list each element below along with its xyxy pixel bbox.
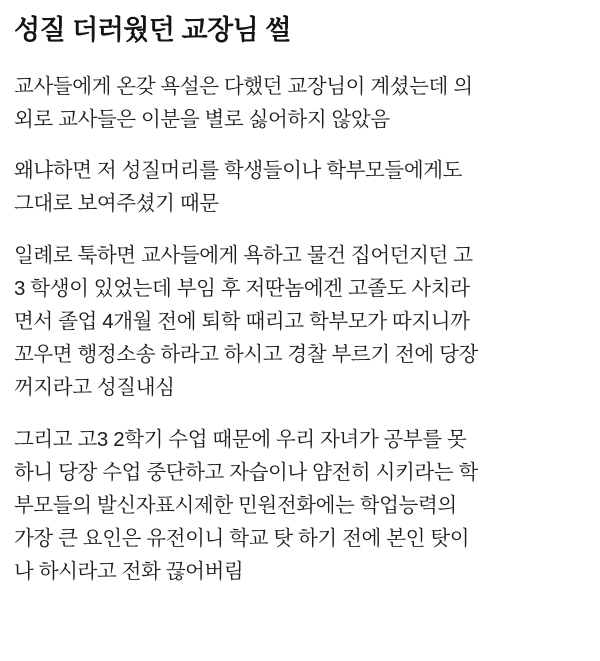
paragraph-3 — [14, 239, 586, 405]
paragraph-line: 부모들의 발신자표시제한 민원전화에는 학업능력의 — [14, 493, 457, 517]
paragraph-line: 일례로 툭하면 교사들에게 욕하고 물건 집어던지던 고 — [14, 243, 473, 267]
paragraph-line: 왜냐하면 저 성질머리를 학생들이나 학부모들에게도 — [14, 159, 463, 183]
paragraph-line: 교사들에게 온갖 욕설은 다했던 교장님이 계셨는데 의 — [14, 74, 473, 98]
paragraph-4 — [14, 423, 586, 589]
page-title: 성질 더러웠던 교장님 썰 — [14, 15, 291, 45]
paragraph-2 — [14, 154, 586, 220]
paragraph-line: 꺼지라고 성질내심 — [14, 376, 175, 400]
paragraph-line: 그리고 고3 2학기 수업 때문에 우리 자녀가 공부를 못 — [14, 427, 467, 451]
paragraph-line: 나 하시라고 전화 끊어버림 — [14, 560, 244, 584]
paragraph-line: 외로 교사들은 이분을 별로 싫어하지 않았음 — [14, 107, 390, 131]
paragraph-line: 3 학생이 있었는데 부임 후 저딴놈에겐 고졸도 사치라 — [14, 276, 470, 300]
paragraph-1 — [14, 70, 586, 136]
paragraph-line: 면서 졸업 4개월 전에 퇴학 때리고 학부모가 따지니까 — [14, 309, 470, 333]
paragraph-line: 가장 큰 요인은 유전이니 학교 탓 하기 전에 본인 탓이 — [14, 527, 470, 551]
paragraph-line: 꼬우면 행정소송 하라고 하시고 경찰 부르기 전에 당장 — [14, 343, 478, 367]
paragraph-line: 하니 당장 수업 중단하고 자습이나 얌전히 시키라는 학 — [14, 460, 478, 484]
paragraph-line: 그대로 보여주셨기 때문 — [14, 192, 219, 216]
